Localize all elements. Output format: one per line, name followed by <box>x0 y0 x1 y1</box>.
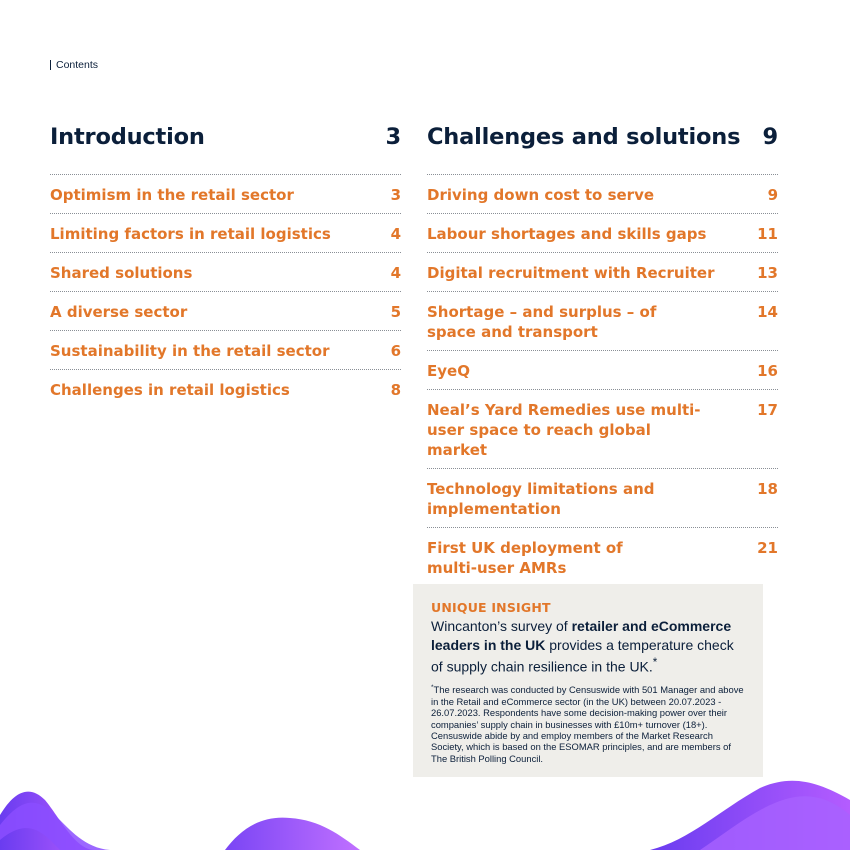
toc-entry-page: 6 <box>390 342 401 360</box>
wave-middle <box>225 818 360 850</box>
toc-entry[interactable] <box>50 331 401 369</box>
breadcrumb <box>50 59 98 71</box>
toc-entry-title: First UK deployment of multi-user AMRs <box>427 539 623 577</box>
breadcrumb-label: Contents <box>56 59 99 71</box>
insight-text-bold: retailer and eCommerce leaders in the UK <box>431 618 732 653</box>
section-heading-challenges[interactable] <box>427 124 778 168</box>
toc-entry-title: A diverse sector <box>50 303 188 321</box>
section-title: Challenges and solutions <box>427 124 741 150</box>
toc-entry-title: Driving down cost to serve <box>427 186 655 204</box>
toc-entry-title: Shortage – and surplus – of space and transport <box>427 303 657 341</box>
toc-entry[interactable] <box>427 253 778 291</box>
toc-entry-title: Digital recruitment with Recruiter <box>427 264 715 282</box>
toc-entry[interactable] <box>427 214 778 252</box>
footnote-text: The research was conducted by Censuswide with 501 Manager and above in the Retail and eCommerce sector (in the UK) between 20.07.2023 - 26.07.2023. Respondents have some decision-making power over their companies’ supply chain in businesses with £10m+ turnover (18+). Censuswide abide by and employ members of the Market Research Society, which is based on the ESOMAR principles, and are members of The British Polling Council. <box>431 684 744 764</box>
section-title: Introduction <box>50 124 205 150</box>
toc-entry-title: Challenges in retail logistics <box>50 381 290 399</box>
toc-entry-page: 3 <box>390 186 401 204</box>
toc-entry-page: 18 <box>757 480 778 498</box>
toc-entry[interactable] <box>50 370 401 408</box>
toc-entry[interactable] <box>50 175 401 213</box>
toc-entry-title: Labour shortages and skills gaps <box>427 225 707 243</box>
toc-entry-title: Sustainability in the retail sector <box>50 342 330 360</box>
footnote-mark: * <box>431 684 434 692</box>
toc-entry-page: 14 <box>757 303 778 321</box>
toc-entry-title: Optimism in the retail sector <box>50 186 294 204</box>
toc-entry[interactable] <box>427 351 778 389</box>
toc-column-introduction <box>50 124 401 408</box>
section-heading-introduction[interactable] <box>50 124 401 168</box>
toc-entry[interactable] <box>427 292 778 350</box>
toc-entry-page: 21 <box>757 539 778 557</box>
toc-entry-title: Limiting factors in retail logistics <box>50 225 331 243</box>
toc-entry[interactable] <box>427 469 778 527</box>
toc-entry-page: 17 <box>757 401 778 419</box>
toc-entry-page: 16 <box>757 362 778 380</box>
toc-entry-title: EyeQ <box>427 362 470 380</box>
toc-entry-page: 4 <box>390 264 401 282</box>
toc-entry-page: 8 <box>390 381 401 399</box>
insight-text-before: Wincanton’s survey of <box>431 618 572 634</box>
decorative-waves <box>0 770 850 850</box>
insight-footnote <box>431 682 745 764</box>
toc-entry[interactable] <box>427 175 778 213</box>
insight-label: UNIQUE INSIGHT <box>431 600 551 615</box>
toc-entry[interactable] <box>50 214 401 252</box>
insight-text <box>431 617 745 676</box>
toc-entry[interactable] <box>50 253 401 291</box>
toc-entry[interactable] <box>427 390 778 468</box>
toc-entry-page: 5 <box>390 303 401 321</box>
toc-entry-title: Shared solutions <box>50 264 193 282</box>
toc-entry-page: 13 <box>757 264 778 282</box>
toc-entry-title: Technology limitations and implementation <box>427 480 655 518</box>
toc-entry-page: 11 <box>757 225 778 243</box>
toc-entry[interactable] <box>50 292 401 330</box>
footnote-mark: * <box>652 656 658 669</box>
section-page: 3 <box>385 124 401 150</box>
toc-entry-page: 9 <box>767 186 778 204</box>
toc-entry-page: 4 <box>390 225 401 243</box>
divider-bar <box>50 60 51 70</box>
toc-entry-title: Neal’s Yard Remedies use multi-user space to reach global market <box>427 401 701 459</box>
toc-column-challenges <box>427 124 778 586</box>
toc-entry[interactable] <box>427 528 778 586</box>
section-page: 9 <box>762 124 778 150</box>
unique-insight-box <box>413 584 763 777</box>
insight-text-after: provides a temperature check of supply chain resilience in the UK. <box>431 636 734 675</box>
